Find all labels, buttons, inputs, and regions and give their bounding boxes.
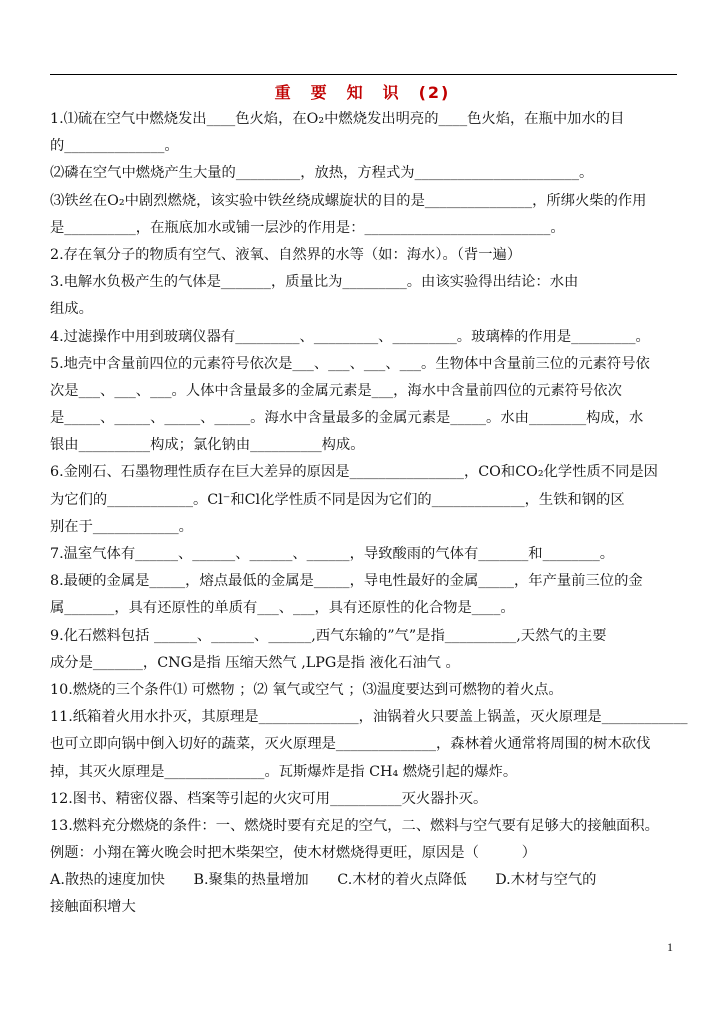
- header-rule: [50, 74, 677, 75]
- text-line: 5.地壳中含量前四位的元素符号依次是___、___、___、___。生物体中含量前三位的元素符号依: [50, 355, 650, 372]
- text-line: 次是___、___、___。人体中含量最多的金属元素是___，海水中含量前四位的元素符号依次: [50, 382, 622, 399]
- text-line: 组成。: [50, 301, 93, 318]
- document-body: [50, 106, 688, 922]
- text-line: 成分是_______，CNG是指 压缩天然气 ,LPG是指 液化石油气 。: [50, 654, 460, 671]
- text-line: 是__________，在瓶底加水或铺一层沙的作用是：__________________________。: [50, 219, 565, 236]
- text-line: 6.金刚石、石墨物理性质存在巨大差异的原因是________________，CO和CO₂化学性质不同是因: [50, 464, 658, 481]
- text-line: ⑵磷在空气中燃烧产生大量的_________，放热，方程式为_______________________。: [50, 165, 594, 182]
- text-line: 是_____、_____、_____、_____。海水中含量最多的金属元素是_____。水由________构成，水: [50, 410, 644, 427]
- page-title: 重 要 知 识 (2): [274, 83, 451, 102]
- text-line: ⑶铁丝在O₂中剧烈燃烧，该实验中铁丝绕成螺旋状的目的是_______________，所绑火柴的作用: [50, 192, 647, 209]
- text-line: 10.燃烧的三个条件⑴ 可燃物 ；⑵ 氧气或空气 ；⑶温度要达到可燃物的着火点。: [50, 681, 563, 698]
- text-line: 接触面积增大: [50, 899, 136, 916]
- text-line: 掉，其灭火原理是______________。瓦斯爆炸是指 CH₄ 燃烧引起的爆炸。: [50, 763, 518, 780]
- text-line: 8.最硬的金属是_____，熔点最低的金属是_____，导电性最好的金属_____，年产量前三位的金: [50, 573, 643, 590]
- text-line: 1.⑴硫在空气中燃烧发出____色火焰，在O₂中燃烧发出明亮的____色火焰，在瓶中加水的目: [50, 111, 625, 127]
- text-line: A.散热的速度加快 B.聚集的热量增加 C.木材的着火点降低 D.木材与空气的: [50, 872, 597, 889]
- text-line: 13.燃料充分燃烧的条件：一、燃烧时要有充足的空气，二、燃料与空气要有足够大的接触面积。: [50, 817, 659, 834]
- text-line: 例题：小翔在篝火晚会时把木柴架空，使木材燃烧得更旺，原因是（ ）: [50, 845, 537, 862]
- text-line: 4.过滤操作中用到玻璃仪器有_________、_________、_________。玻璃棒的作用是_________。: [50, 328, 650, 345]
- text-line: 的______________。: [50, 138, 179, 155]
- text-line: 11.纸箱着火用水扑灭，其原理是______________，油锅着火只要盖上锅盖，灭火原理是____________: [50, 709, 688, 726]
- text-line: 3.电解水负极产生的气体是_______，质量比为_________。由该实验得出结论：水由: [50, 274, 579, 291]
- page-number: 1: [667, 940, 673, 954]
- text-line: 也可立即向锅中倒入切好的蔬菜，灭火原理是______________，森林着火通常将周围的树木砍伐: [50, 736, 651, 753]
- text-line: 属_______，具有还原性的单质有___、___，具有还原性的化合物是____。: [50, 600, 515, 617]
- text-line: 9.化石燃料包括 ______、______、______,西气东输的”气”是指__________,天然气的主要: [50, 627, 607, 644]
- text-line: 12.图书、精密仪器、档案等引起的火灾可用__________灭火器扑灭。: [50, 790, 488, 807]
- text-line: 银由__________构成；氯化钠由__________构成。: [50, 437, 365, 454]
- text-line: 7.温室气体有______、______、______、______，导致酸雨的气体有_______和________。: [50, 546, 615, 562]
- text-line: 为它们的____________。Cl⁻和Cl化学性质不同是因为它们的_____________，生铁和钢的区: [50, 491, 625, 508]
- text-line: 2.存在氧分子的物质有空气、液氧、自然界的水等（如：海水）。（背一遍）: [50, 246, 522, 263]
- text-line: 别在于____________。: [50, 518, 193, 535]
